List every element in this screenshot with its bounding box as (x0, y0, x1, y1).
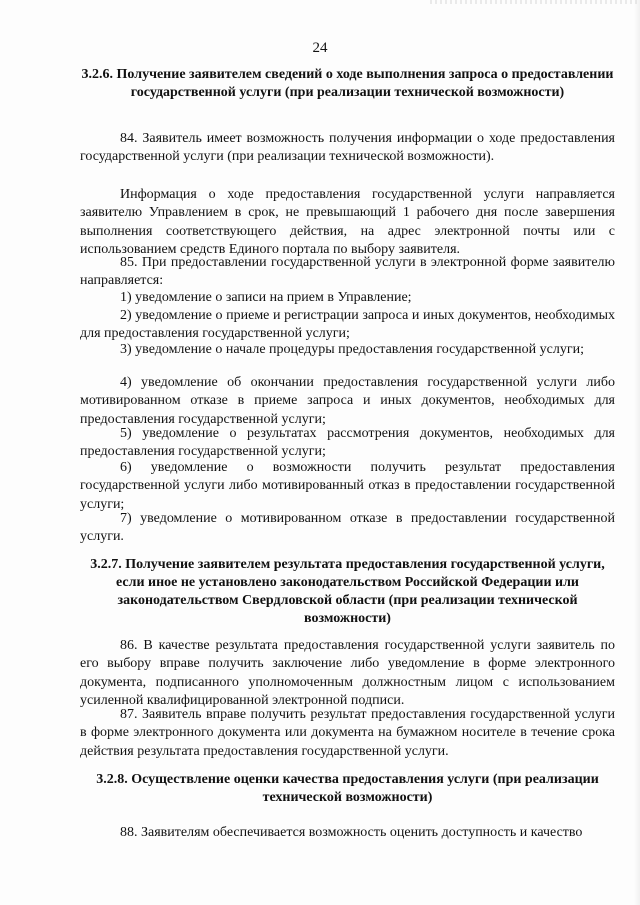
section-heading-3-2-7: 3.2.7. Получение заявителем результата предоставления государственной услуги, если иное не установлено законодательством Российской Федерации или законодательством Свердловской области (при реализации технической возможности) (90, 557, 605, 626)
list-item-85-6: 6) уведомление о возможности получить результат предоставления государственной услуги либо мотивированный отказ в предоставлении государственной услуги; (80, 460, 615, 512)
paragraph-85: 85. При предоставлении государственной услуги в электронной форме заявителю направляется: (80, 255, 615, 289)
paragraph-88: 88. Заявителям обеспечивается возможность оценить доступность и качество (120, 825, 583, 840)
paragraph-86: 86. В качестве результата предоставления государственной услуги заявитель по его выбору вправе получить заключение либо уведомление в форме электронного документа, подписанного уполномоченным должностным лицом с использованием усиленной квалифицированной электронной подписи. (80, 638, 615, 709)
page-number: 24 (312, 40, 328, 56)
section-heading-3-2-6: 3.2.6. Получение заявителем сведений о ходе выполнения запроса о предоставлении государственной услуги (при реализации технической возможности) (81, 67, 614, 100)
list-item-85-4: 4) уведомление об окончании предоставления государственной услуги либо мотивированном отказе в приеме запроса и иных документов, необходимых для предоставления государственной услуги; (80, 375, 615, 427)
list-item-85-1: 1) уведомление о записи на прием в Управление; (120, 290, 412, 305)
list-item-85-5: 5) уведомление о результатах рассмотрения документов, необходимых для предоставления государственной услуги; (80, 426, 615, 460)
scan-edge-top (430, 0, 640, 4)
list-item-85-2: 2) уведомление о приеме и регистрации запроса и иных документов, необходимых для предоставления государственной услуги; (80, 308, 615, 342)
scan-edge-right (634, 0, 640, 905)
paragraph-87: 87. Заявитель вправе получить результат предоставления государственной услуги в форме электронного документа или документа на бумажном носителе в течение срока действия результата предоставления государственной услуги. (80, 707, 615, 759)
paragraph-84-info: Информация о ходе предоставления государственной услуги направляется заявителю Управлением в срок, не превышающий 1 рабочего дня после завершения выполнения соответствующего действия, на адрес электронной почты или с использованием средств Единого портала по выбору заявителя. (80, 187, 615, 258)
list-item-85-3: 3) уведомление о начале процедуры предоставления государственной услуги; (120, 342, 584, 357)
section-heading-3-2-8: 3.2.8. Осуществление оценки качества предоставления услуги (при реализации технической возможности) (96, 772, 599, 805)
paragraph-84: 84. Заявитель имеет возможность получения информации о ходе предоставления государственной услуги (при реализации технической возможности). (80, 131, 615, 165)
list-item-85-7: 7) уведомление о мотивированном отказе в предоставлении государственной услуги. (80, 511, 615, 545)
